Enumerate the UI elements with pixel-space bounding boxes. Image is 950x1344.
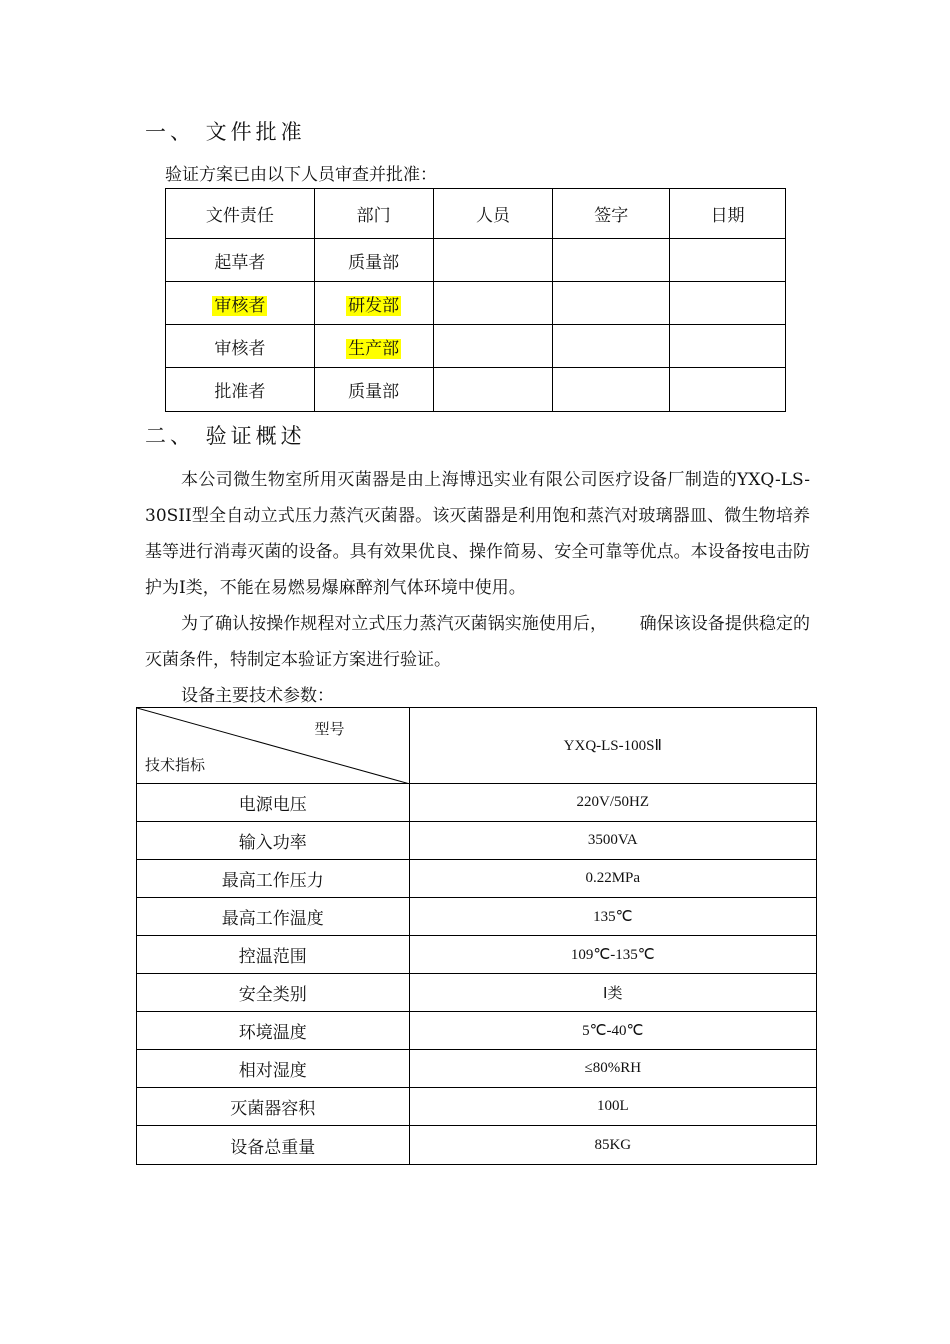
table-row [137,860,817,898]
dept-cell [314,282,433,325]
spec-name: 控温范围 [137,936,410,974]
table-row [166,368,786,412]
specs-header-row [137,708,817,784]
dept-cell: 质量部 [314,368,433,412]
section1-heading: 一、 文件批准 [145,120,306,144]
spec-value: 0.22MPa [409,860,816,898]
index-label: 技术指标 [145,756,206,774]
approval-table-header [166,189,786,239]
table-row [137,1126,817,1165]
approval-intro: 验证方案已由以下人员审查并批准： [165,165,437,185]
table-row [137,898,817,936]
table-row [166,325,786,368]
header-date: 日期 [670,189,786,239]
role-cell: 起草者 [166,239,315,282]
dept-cell [314,325,433,368]
spec-value: 100L [409,1088,816,1126]
spec-name: 最高工作压力 [137,860,410,898]
signature-cell[interactable] [553,325,670,368]
table-row [137,1050,817,1088]
spec-value: 220V/50HZ [409,784,816,822]
diagonal-header-cell [137,708,410,784]
date-cell[interactable] [670,282,786,325]
highlighted-dept: 生产部 [348,338,400,359]
date-cell[interactable] [670,325,786,368]
model-value: YXQ-LS-100SⅡ [409,708,816,784]
spec-name: 安全类别 [137,974,410,1012]
person-cell[interactable] [433,368,553,412]
highlighted-dept: 研发部 [348,295,400,316]
section2-heading: 二、 验证概述 [145,424,306,448]
table-row [137,1088,817,1126]
spec-value: 135℃ [409,898,816,936]
signature-cell[interactable] [553,239,670,282]
header-signature: 签字 [553,189,670,239]
header-role: 文件责任 [166,189,315,239]
spec-name: 相对湿度 [137,1050,410,1088]
overview-paragraph-1: 本公司微生物室所用灭菌器是由上海博迅实业有限公司医疗设备厂制造的YXQ-LS-30SII型全自动立式压力蒸汽灭菌器。该灭菌器是利用饱和蒸汽对玻璃器皿、微生物培养基等进行消毒灭菌的设备。具有效果优良、操作简易、安全可靠等优点。本设备按电击防护为Ⅰ类，不能在易燃易爆麻醉剂气体环境中使用。 [145,470,810,598]
spec-name: 环境温度 [137,1012,410,1050]
model-label: 型号 [314,720,345,738]
header-dept: 部门 [314,189,433,239]
spec-value: 5℃-40℃ [409,1012,816,1050]
signature-cell[interactable] [553,368,670,412]
table-row [137,784,817,822]
role-cell: 审核者 [166,325,315,368]
date-cell[interactable] [670,239,786,282]
role-cell: 批准者 [166,368,315,412]
spec-value: 3500VA [409,822,816,860]
approval-table [165,188,786,412]
spec-name: 灭菌器容积 [137,1088,410,1126]
table-row [137,974,817,1012]
specs-table [136,707,817,1165]
table-row [137,936,817,974]
signature-cell[interactable] [553,282,670,325]
spec-name: 电源电压 [137,784,410,822]
table-row [166,282,786,325]
person-cell[interactable] [433,239,553,282]
params-title: 设备主要技术参数： [181,686,334,706]
spec-name: 最高工作温度 [137,898,410,936]
spec-value: 85KG [409,1126,816,1165]
highlighted-role: 审核者 [214,295,266,316]
spec-name: 输入功率 [137,822,410,860]
spec-value: Ⅰ类 [409,974,816,1012]
spec-value: ≤80%RH [409,1050,816,1088]
header-person: 人员 [433,189,553,239]
spec-name: 设备总重量 [137,1126,410,1165]
table-row [137,822,817,860]
role-cell [166,282,315,325]
table-row [166,239,786,282]
dept-cell: 质量部 [314,239,433,282]
person-cell[interactable] [433,325,553,368]
date-cell[interactable] [670,368,786,412]
table-row [137,1012,817,1050]
person-cell[interactable] [433,282,553,325]
overview-paragraph-2: 为了确认按操作规程对立式压力蒸汽灭菌锅实施使用后， 确保该设备提供稳定的灭菌条件，特制定本验证方案进行验证。 [145,614,810,670]
spec-value: 109℃-135℃ [409,936,816,974]
